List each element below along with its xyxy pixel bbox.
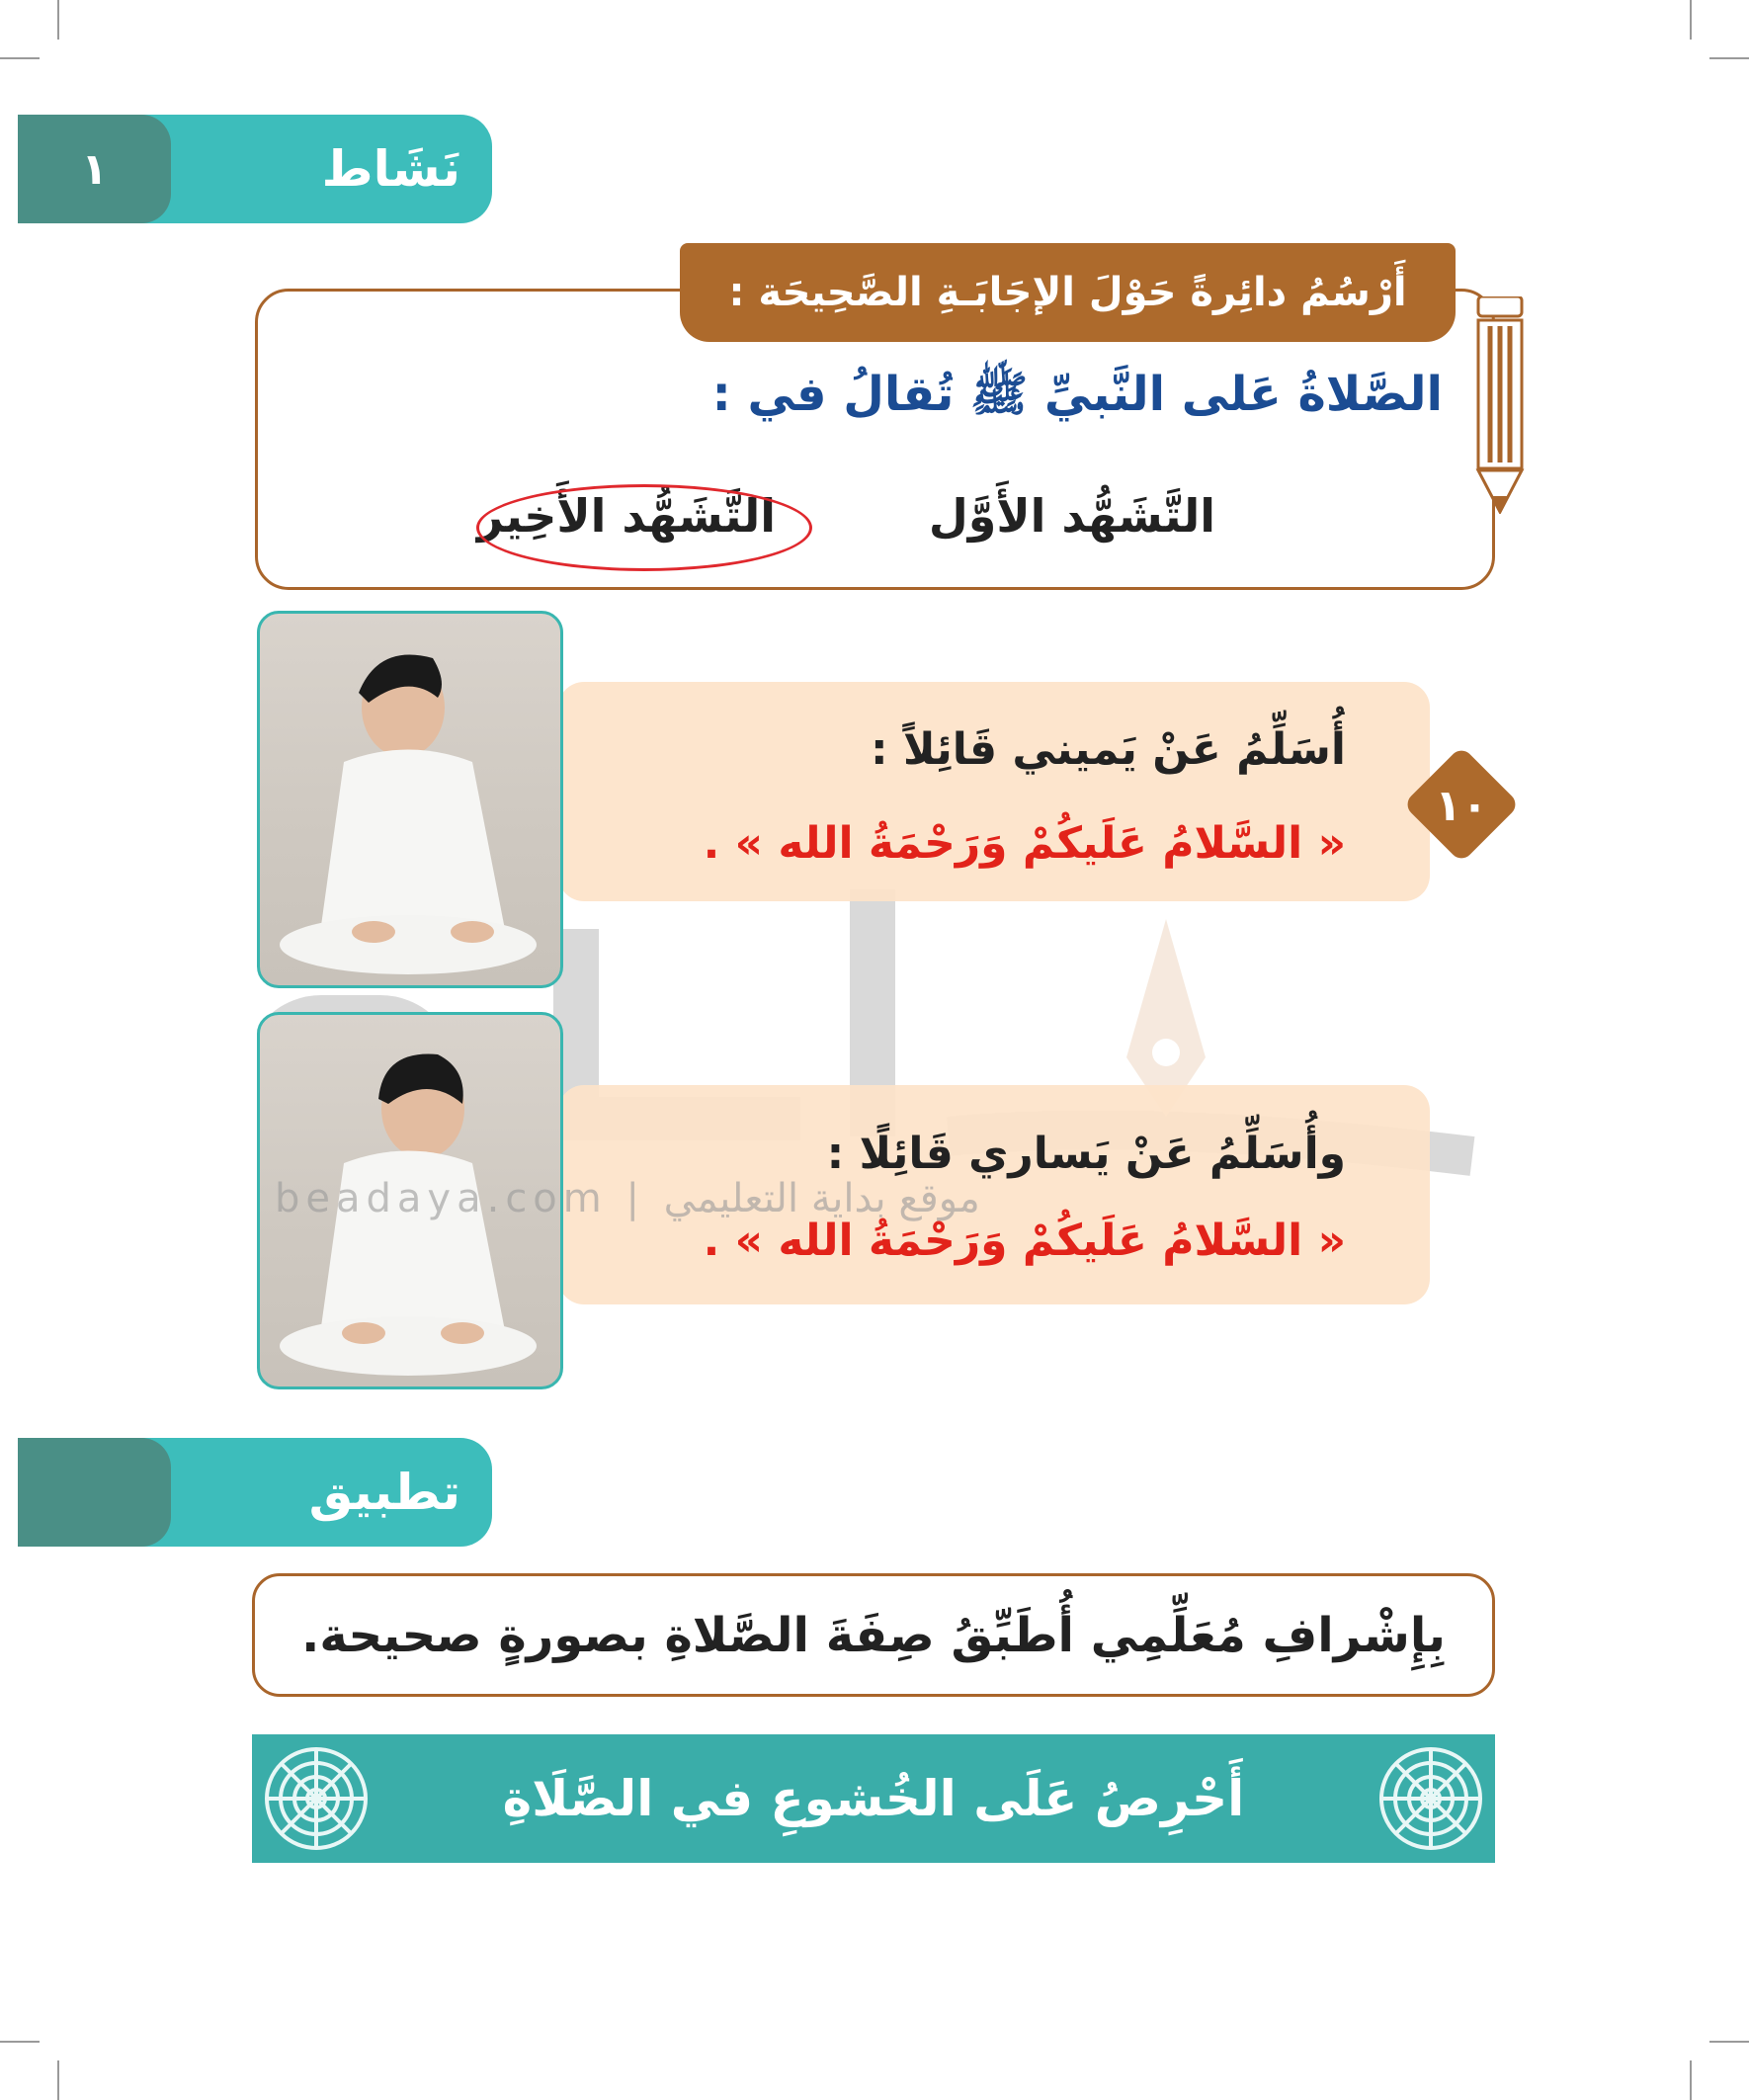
crop-mark bbox=[1709, 57, 1749, 59]
step-number: ١٠ bbox=[1435, 781, 1488, 831]
answer-circle bbox=[476, 484, 812, 571]
rosette-ornament-right bbox=[1367, 1734, 1495, 1863]
application-text: بِإِشْرافِ مُعَلِّمِي أُطَبِّقُ صِفَةَ الصَّلاةِ بصورةٍ صحيحة. bbox=[301, 1607, 1446, 1663]
activity-tab-title: نَشَاط bbox=[321, 140, 460, 198]
activity-tab bbox=[18, 115, 492, 223]
pencil-icon bbox=[1472, 296, 1528, 514]
crop-mark bbox=[1690, 2060, 1692, 2100]
closing-banner bbox=[252, 1734, 1495, 1863]
crop-mark bbox=[1690, 0, 1692, 40]
photo-boy-turning-right bbox=[257, 611, 563, 988]
application-tab-block bbox=[18, 1438, 171, 1547]
salam-right-phrase: « السَّلامُ عَلَيكُمْ وَرَحْمَةُ الله » . bbox=[703, 818, 1346, 869]
salam-right-instruction: أُسَلِّمُ عَنْ يَميني قَائِلاً : bbox=[870, 724, 1346, 775]
rosette-ornament-left bbox=[252, 1734, 380, 1863]
crop-mark bbox=[57, 0, 59, 40]
salam-left-phrase: « السَّلامُ عَلَيكُمْ وَرَحْمَةُ الله » . bbox=[703, 1216, 1346, 1266]
crop-mark bbox=[0, 2041, 40, 2043]
application-box bbox=[252, 1573, 1495, 1697]
question-text: الصَّلاةُ عَلى النَّبيِّ ﷺ تُقالُ في : bbox=[711, 367, 1443, 422]
closing-text: أَحْرِصُ عَلَى الخُشوعِ في الصَّلَاةِ bbox=[502, 1770, 1245, 1827]
step-number-badge bbox=[1398, 741, 1525, 868]
application-tab bbox=[18, 1438, 492, 1547]
instruction-banner: أَرْسُمُ دائِرةً حَوْلَ الإجَابَـةِ الصَّحِيحَة : bbox=[680, 243, 1456, 342]
option-first-tashahhud[interactable]: التَّشَهُّد الأَوَّل bbox=[928, 489, 1215, 543]
salam-left-instruction: وأُسَلِّمُ عَنْ يَساري قَائِلًا : bbox=[826, 1129, 1346, 1179]
crop-mark bbox=[1709, 2041, 1749, 2043]
option-last-tashahhud[interactable]: التَّشَهُّد الأَخِير bbox=[476, 489, 776, 543]
watermark-text: beadaya.com | موقع بداية التعليمي bbox=[275, 1176, 980, 1221]
application-tab-title: تطبيق bbox=[308, 1464, 460, 1521]
crop-mark bbox=[0, 57, 40, 59]
activity-number: ١ bbox=[18, 115, 171, 223]
crop-mark bbox=[57, 2060, 59, 2100]
